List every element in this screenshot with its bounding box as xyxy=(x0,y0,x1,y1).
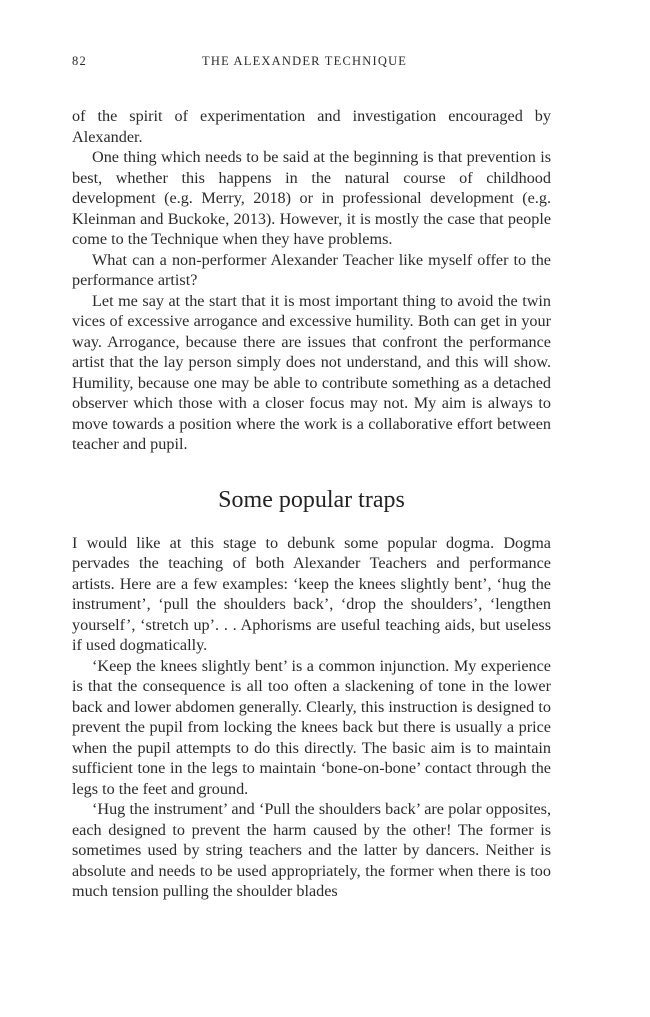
paragraph-continuation: of the spirit of experimentation and investigation encouraged by Alexander. xyxy=(72,107,551,146)
paragraph-arrogance-humility: Let me say at the start that it is most important thing to avoid the twin vices of excessive arrogance and excessive humility. Both can get in your way. Arrogance, because there are issues that confront the performance artist that the lay person simply does not understand, and this will show. Humility, because one may be able to contribute something as a detached observer which those with a closer focus may not. My aim is always to move towards a position where the work is a collaborative effort between teacher and pupil. xyxy=(72,291,551,453)
paragraph-prevention: One thing which needs to be said at the beginning is that prevention is best, whether this happens in the natural course of childhood development (e.g. Merry, 2018) or in professional development (e.g. Kleinman and Buckoke, 2013). However, it is mostly the case that people come to the Technique when they have problems. xyxy=(72,148,551,248)
paragraph-dogma: I would like at this stage to debunk some popular dogma. Dogma pervades the teaching of both Alexander Teachers and performance artists. Here are a few examples: ‘keep the knees slightly bent’, ‘hug the instrument’, ‘pull the shoulders back’, ‘drop the shoulders’, ‘lengthen yourself’, ‘stretch up’. . . Aphorisms are useful teaching aids, but useless if used dogmatically. xyxy=(72,533,551,654)
section-heading: Some popular traps xyxy=(218,486,405,513)
running-head xyxy=(72,54,550,74)
paragraph-knees: ‘Keep the knees slightly bent’ is a common injunction. My experience is that the consequence is all too often a slackening of tone in the lower back and lower abdomen generally. Clearly, this instruction is designed to prevent the pupil from locking the knees back but there is usually a price when the pupil attempts to do this directly. The basic aim is to maintain sufficient tone in the legs to maintain ‘bone-on-bone’ contact through the legs to the feet and ground. xyxy=(72,656,551,798)
running-title: THE ALEXANDER TECHNIQUE xyxy=(202,54,408,68)
paragraph-question: What can a non-performer Alexander Teacher like myself offer to the performance artist? xyxy=(72,250,551,289)
paragraph-hug-instrument: ‘Hug the instrument’ and ‘Pull the shoulders back’ are polar opposites, each designed to prevent the harm caused by the other! The former is sometimes used by string teachers and the latter by dancers. Neither is absolute and needs to be used appropriately, the former when there is too much tension pulling the shoulder blades xyxy=(72,800,551,900)
page-number: 82 xyxy=(72,54,87,68)
body-text xyxy=(72,106,551,902)
